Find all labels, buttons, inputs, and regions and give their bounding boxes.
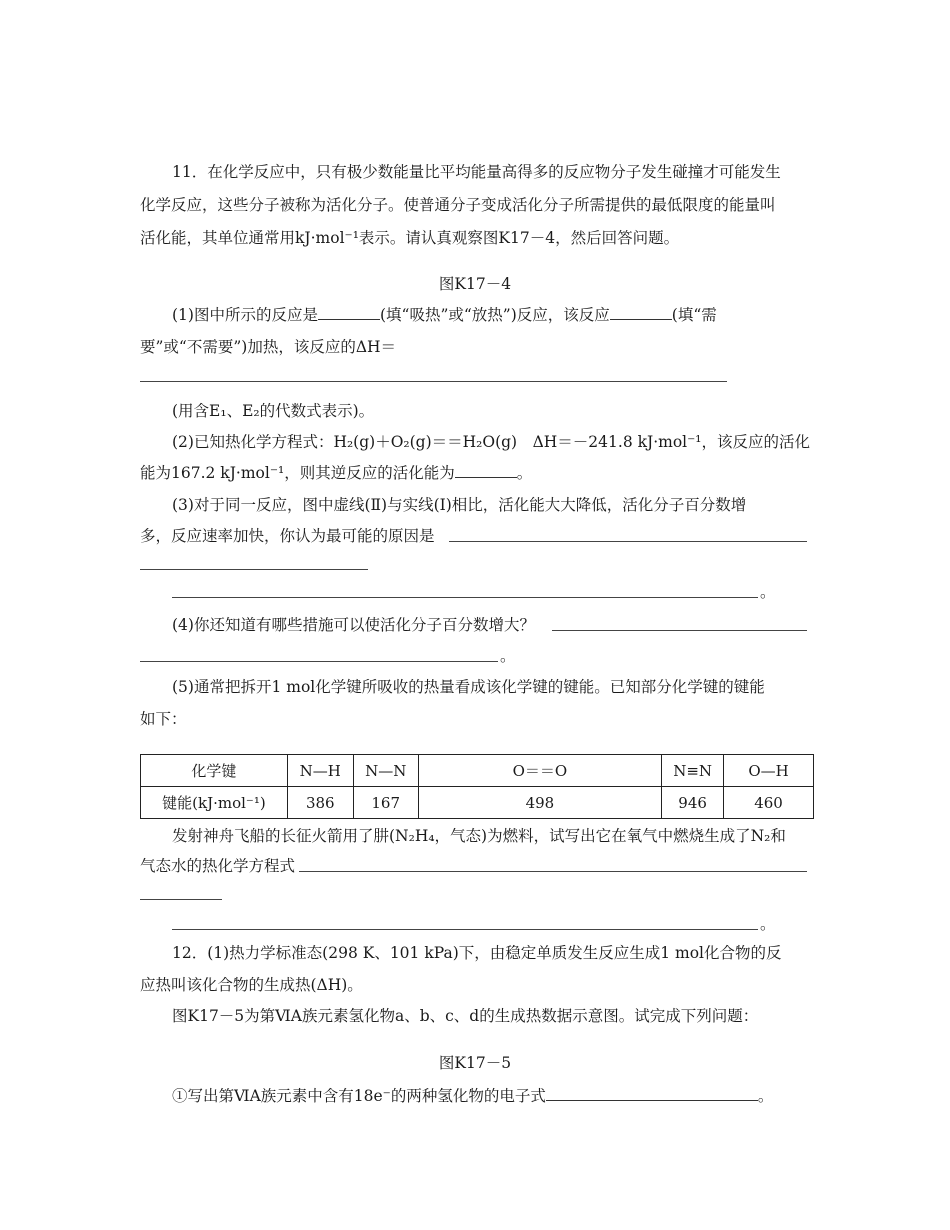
table-row (141, 787, 814, 819)
table-cell: 946 (662, 787, 724, 819)
answer-line-3c[interactable] (172, 597, 758, 598)
answer-line-1c[interactable] (140, 381, 727, 382)
q11-part4-end: 。 (500, 647, 516, 665)
answer-blank-12[interactable] (546, 1086, 758, 1101)
figure-caption-k17-4: 图K17－4 (438, 275, 512, 293)
q11-part3-line1: (3)对于同一反应，图中虚线(Ⅱ)与实线(Ⅰ)相比，活化能大大降低，活化分子百分数增 (172, 496, 747, 514)
table-header-row (141, 755, 814, 787)
answer-blank-2[interactable] (455, 463, 517, 478)
q11-part2-end: 。 (516, 464, 533, 482)
q11-part2-line1: (2)已知热化学方程式：H₂(g)＋O₂(g)＝＝H₂O(g) ΔH＝－241.8 kJ·mol⁻¹，该反应的活化 (172, 433, 811, 451)
answer-line-3a[interactable] (449, 541, 807, 542)
q11-part1-line1 (172, 305, 717, 325)
q11-part5-line1: (5)通常把拆开1 mol化学键所吸收的热量看成该化学键的键能。已知部分化学键的键能 (172, 678, 765, 696)
answer-line-6c[interactable] (172, 929, 758, 930)
table-header-cell: O—H (724, 755, 814, 787)
table-header-cell: O＝＝O (418, 755, 662, 787)
q11-part1-text-c: (填“需 (671, 306, 717, 324)
table-cell: 386 (287, 787, 353, 819)
q11-part2-line2 (140, 463, 532, 483)
q11-part5-line2: 如下： (140, 710, 187, 728)
answer-line-3b[interactable] (140, 569, 368, 570)
q11-part6-line1: 发射神舟飞船的长征火箭用了肼(N₂H₄，气态)为燃料，试写出它在氧气中燃烧生成了N₂和 (172, 827, 786, 845)
q12-line-3: 图K17－5为第ⅥA族元素氢化物a、b、c、d的生成热数据示意图。试完成下列问题： (172, 1007, 759, 1025)
q11-part3-end: 。 (760, 583, 776, 601)
table-header-cell: N—H (287, 755, 353, 787)
answer-blank-1b[interactable] (610, 305, 672, 320)
table-header-cell: N≡N (662, 755, 724, 787)
q11-part1-text-a: (1)图中所示的反应是 (172, 306, 318, 324)
q12-end: 。 (757, 1087, 774, 1105)
q11-part1-line3: (用含E₁、E₂的代数式表示)。 (172, 402, 375, 420)
q11-part6-line2: 气态水的热化学方程式 (140, 857, 296, 875)
answer-blank-1a[interactable] (318, 305, 380, 320)
q12-line-1: 12．(1)热力学标准态(298 K、101 kPa)下，由稳定单质发生反应生成1 mol化合物的反 (172, 944, 782, 962)
table-header-cell: N—N (353, 755, 418, 787)
q12-line-4 (172, 1086, 773, 1106)
answer-line-6a[interactable] (299, 871, 807, 872)
q12-question-text: ①写出第ⅥA族元素中含有18e⁻的两种氢化物的电子式 (172, 1087, 546, 1105)
table-header-cell: 化学键 (141, 755, 288, 787)
q11-part6-end: 。 (760, 915, 776, 933)
answer-line-4a[interactable] (552, 630, 807, 631)
table-cell: 460 (724, 787, 814, 819)
q11-part4-line1: (4)你还知道有哪些措施可以使活化分子百分数增大？ (172, 616, 535, 634)
table-cell: 498 (418, 787, 662, 819)
q11-intro-line-2: 化学反应，这些分子被称为活化分子。使普通分子变成活化分子所需提供的最低限度的能量叫 (140, 196, 776, 214)
q11-intro-line-3: 活化能，其单位通常用kJ·mol⁻¹表示。请认真观察图K17－4，然后回答问题。 (140, 229, 680, 247)
q11-intro-line-1: 11．在化学反应中，只有极少数能量比平均能量高得多的反应物分子发生碰撞才可能发生 (172, 163, 781, 181)
q11-part2-text: 能为167.2 kJ·mol⁻¹，则其逆反应的活化能为 (140, 464, 455, 482)
q12-line-2: 应热叫该化合物的生成热(ΔH)。 (140, 976, 363, 994)
q11-part3-line2: 多，反应速率加快，你认为最可能的原因是 (140, 527, 435, 545)
answer-line-6b[interactable] (140, 899, 222, 900)
bond-energy-table (140, 754, 814, 819)
table-row-label: 键能(kJ·mol⁻¹) (141, 787, 288, 819)
q11-part1-line2: 要”或“不需要”)加热，该反应的ΔH＝ (140, 338, 397, 356)
answer-line-4b[interactable] (140, 661, 498, 662)
figure-caption-k17-5: 图K17－5 (438, 1054, 512, 1072)
table-cell: 167 (353, 787, 418, 819)
q11-part1-text-b: (填“吸热”或“放热”)反应，该反应 (379, 306, 610, 324)
